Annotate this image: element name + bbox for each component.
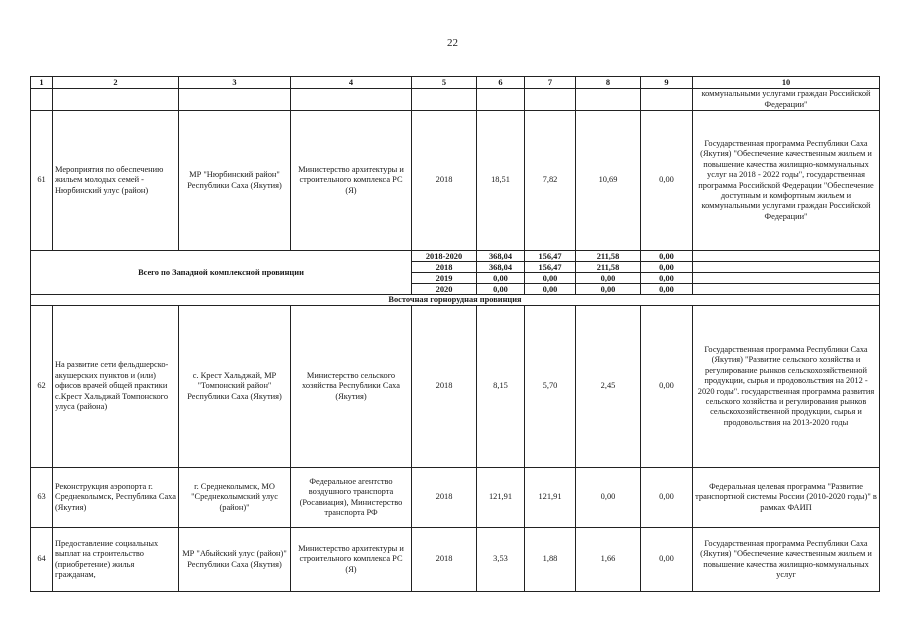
col-header: 8: [576, 77, 641, 89]
table-cell: [693, 284, 880, 295]
table-cell: 0,00: [576, 284, 641, 295]
table-cell: 2020: [412, 284, 477, 295]
table-row: [31, 111, 880, 251]
table-cell: Государственная программа Республики Саха (Якутия) "Обеспечение качественным жильем и повышение качества жилищно-коммунальных услуг на 2018 - 2022 годы", государственная программа Российской Федерации "Обеспечение доступным и комфортным жильем и коммунальными услугами граждан Российской Федерации": [693, 111, 880, 251]
table-cell: [477, 89, 525, 111]
table-cell: 2018: [412, 111, 477, 251]
table-cell: МР "Нюрбинский район" Республики Саха (Якутия): [179, 111, 291, 251]
header-row: [31, 77, 880, 89]
table-cell: 368,04: [477, 251, 525, 262]
table-cell: 211,58: [576, 262, 641, 273]
page-number: 22: [447, 37, 458, 49]
table-cell: 156,47: [525, 262, 576, 273]
table-cell: 1,66: [576, 528, 641, 592]
table-cell: с. Крест Хальджай, МР "Томпонский район" Республики Саха (Якутия): [179, 306, 291, 468]
table-row: [31, 468, 880, 528]
table-row: [31, 528, 880, 592]
table-cell: 0,00: [641, 251, 693, 262]
table-cell: 0,00: [641, 262, 693, 273]
table-cell: Федеральная целевая программа "Развитие транспортной системы России (2010-2020 годы)" в рамках ФАИП: [693, 468, 880, 528]
table-cell: 0,00: [641, 284, 693, 295]
table-cell: 3,53: [477, 528, 525, 592]
table-cell: 2,45: [576, 306, 641, 468]
table-cell: 1,88: [525, 528, 576, 592]
table-cell: Предоставление социальных выплат на строительство (приобретение) жилья гражданам,: [53, 528, 179, 592]
table-cell: 2018: [412, 306, 477, 468]
section-row: [31, 295, 880, 306]
row-number: 63: [31, 468, 53, 528]
table-cell: коммунальными услугами граждан Российской Федерации": [693, 89, 880, 111]
table-cell: МР "Абыйский улус (район)" Республики Саха (Якутия): [179, 528, 291, 592]
table-cell: 2018: [412, 262, 477, 273]
table-cell: 2018: [412, 468, 477, 528]
table-cell: [179, 89, 291, 111]
table-cell: Мероприятия по обеспечению жильем молодых семей - Нюрбинский улус (район): [53, 111, 179, 251]
col-header: 5: [412, 77, 477, 89]
table-cell: Федеральное агентство воздушного транспорта (Росавиация), Министерство транспорта РФ: [291, 468, 412, 528]
table-cell: 0,00: [641, 111, 693, 251]
table-cell: 10,69: [576, 111, 641, 251]
table-cell: Государственная программа Республики Саха (Якутия) "Развитие сельского хозяйства и регулирование рынков сельскохозяйственной продукции, сырья и продовольствия на 2012 - 2020 годы". государственная программа развития сельского хозяйства и регулирования рынков сельскохозяйственной продукции, сырья и продовольствия на 2013-2020 годы: [693, 306, 880, 468]
table-cell: 0,00: [641, 306, 693, 468]
table-cell: [525, 89, 576, 111]
col-header: 6: [477, 77, 525, 89]
table-row: [31, 89, 880, 111]
table-cell: г. Среднеколымск, МО "Среднеколымский улус (район)": [179, 468, 291, 528]
col-header: 3: [179, 77, 291, 89]
table-cell: 7,82: [525, 111, 576, 251]
table-cell: 121,91: [477, 468, 525, 528]
col-header: 10: [693, 77, 880, 89]
table-cell: Государственная программа Республики Саха (Якутия) "Обеспечение качественным жильем и повышение качества жилищно-коммунальных услуг: [693, 528, 880, 592]
table-cell: Реконструкция аэропорта г. Среднеколымск, Республика Саха (Якутия): [53, 468, 179, 528]
section-title: Восточная горнорудная провинция: [31, 295, 880, 306]
table-cell: 2019: [412, 273, 477, 284]
table-cell: 5,70: [525, 306, 576, 468]
table-cell: 368,04: [477, 262, 525, 273]
table-cell: [53, 89, 179, 111]
table-cell: Министерство архитектуры и строительного комплекса РС (Я): [291, 111, 412, 251]
col-header: 9: [641, 77, 693, 89]
table-cell: 0,00: [576, 468, 641, 528]
table-cell: 211,58: [576, 251, 641, 262]
table-cell: 2018: [412, 528, 477, 592]
table-cell: [693, 262, 880, 273]
table-cell: [412, 89, 477, 111]
table-cell: 156,47: [525, 251, 576, 262]
col-header: 4: [291, 77, 412, 89]
row-number: 64: [31, 528, 53, 592]
table-cell: 0,00: [525, 273, 576, 284]
table-cell: Министерство сельского хозяйства Республики Саха (Якутия): [291, 306, 412, 468]
col-header: 2: [53, 77, 179, 89]
table-cell: 0,00: [525, 284, 576, 295]
table-cell: [693, 273, 880, 284]
table-cell: 2018-2020: [412, 251, 477, 262]
total-row: [31, 251, 880, 262]
table-cell: 0,00: [641, 528, 693, 592]
table-cell: 0,00: [576, 273, 641, 284]
program-table: [30, 76, 880, 592]
total-label: Всего по Западной комплексной провинции: [31, 251, 412, 295]
table-cell: [31, 89, 53, 111]
table-cell: 0,00: [477, 273, 525, 284]
table-cell: 121,91: [525, 468, 576, 528]
table-cell: Министерство архитектуры и строительного комплекса РС (Я): [291, 528, 412, 592]
row-number: 62: [31, 306, 53, 468]
table-cell: [693, 251, 880, 262]
col-header: 1: [31, 77, 53, 89]
col-header: 7: [525, 77, 576, 89]
table-cell: 0,00: [641, 273, 693, 284]
table-cell: [641, 89, 693, 111]
table-cell: 0,00: [641, 468, 693, 528]
table-row: [31, 306, 880, 468]
table-cell: 18,51: [477, 111, 525, 251]
table-cell: 8,15: [477, 306, 525, 468]
table-cell: [576, 89, 641, 111]
row-number: 61: [31, 111, 53, 251]
table-cell: На развитие сети фельдшерско-акушерских пунктов и (или) офисов врачей общей практики с.Крест Хальджай Томпонского улуса (района): [53, 306, 179, 468]
table-cell: 0,00: [477, 284, 525, 295]
table-cell: [291, 89, 412, 111]
